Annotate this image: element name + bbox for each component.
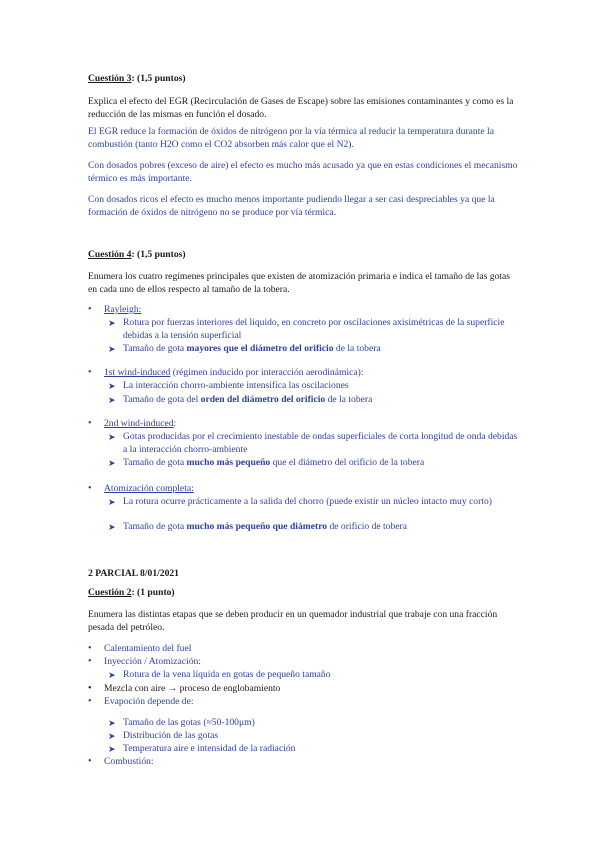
q3-question: Explica el efecto del EGR (Recirculación de Gases de Escape) sobre las emisiones contaminantes y como es la reducción de las mismas en función el dosado. <box>88 96 514 120</box>
bullet-dot: • <box>88 683 92 694</box>
q3-answer-1: El EGR reduce la formación de óxidos de nitrógeno por la vía térmica al reducir la temperatura durante la combustión (tanto H2O como el CO2 absorben más calor que el N2). <box>88 126 494 150</box>
q2-title: Cuestión 2: (1 punto) <box>88 587 175 598</box>
bullet-dot: • <box>88 643 92 654</box>
arrow-bullet-icon: ➤ <box>108 731 116 741</box>
arrow-bullet-icon: ➤ <box>108 381 116 391</box>
arrow-bullet-icon: ➤ <box>108 344 116 354</box>
arrow-bullet-icon: ➤ <box>108 718 116 728</box>
arrow-bullet-icon: ➤ <box>108 497 116 507</box>
q4-question: Enumera los cuatro regímenes principales que existen de atomización primaria e indica el tamaño de las gotas en cada uno de ellos respecto al tamaño de la tobera. <box>88 271 510 295</box>
bullet-dot: • <box>88 756 92 767</box>
q3-answer-3: Con dosados ricos el efecto es mucho menos importante pudiendo llegar a ser casi despreciables ya que la formación de óxidos de nitrógeno no se produce por vía térmica. <box>88 194 495 218</box>
bullet-dot: • <box>88 304 92 315</box>
q3-answer-2: Con dosados pobres (exceso de aire) el efecto es mucho más acusado ya que en estas condiciones el mecanismo térmico es más importante. <box>88 160 518 184</box>
section-heading: 2 PARCIAL 8/01/2021 <box>88 568 179 579</box>
document-page: Cuestión 3: (1,5 puntos) Explica el efecto del EGR (Recirculación de Gases de Escape) sobre las emisiones contaminantes y como es la reducción de las mismas en función el dosado. El EGR reduce la formación de óxidos de nitrógeno por la vía térmica al reducir la temperatura durante la combustión (tanto H2O como el CO2 absorben más calor que el N2). Con dosados pobres (exceso de aire) el efecto es mucho más acusado ya que en estas condiciones el mecanismo térmico es más importante. Con dosados ricos el efecto es mucho menos importante pudiendo llegar a ser casi despreciables ya que la formación de óxidos de nitrógeno no se produce por vía térmica. Cuestión 4: (1,5 puntos) Enumera los cuatro regímenes principales que existen de atomización primaria e indica el tamaño de las gotas en cada uno de ellos respecto al tamaño de la tobera. • Rayleigh: ➤ Rotura por fuerzas interiores del líquido, en concreto por oscilaciones axisimétricas de la superficie debidas a la tensión superficial ➤ Tamaño de gota mayores que el diámetro del orificio de la tobera • 1st wind-induced (régimen inducido por interacción aerodinámica): ➤ La interacción chorro-ambiente intensifica las oscilaciones ➤ Tamaño de gota del orden del diámetro del orificio de la tobera • 2nd wind-induced: ➤ Gotas producidas por el crecimiento inestable de ondas superficiales de corta longitud de onda debidas a la interacción chorro-ambiente ➤ Tamaño de gota mucho más pequeño que el diámetro del orificio de la tobera • Atomización completa: ➤ La rotura ocurre prácticamente a la salida del chorro (puede existir un núcleo intacto muy corto) ➤ Tamaño de gota mucho más pequeño que diámetro de orificio de tobera 2 PARCIAL 8/01/2021 Cuestión 2: (1 punto) Enumera las distintas etapas que se deben producir en un quemador industrial que trabaje con una fracción pesada del petróleo. • Calentamiento del fuel • Inyección / Atomización: ➤ Rotura de la vena líquida en gotas de pequeño tamaño • Mezcla con aire → proceso de englobamiento • Evapoción depende de: ➤ Tamaño de las gotas (≈50-100μm) ➤ Distribución de las gotas ➤ Temperatura aire e intensidad de la radiación • Combustión: <box>88 73 518 767</box>
q2-question: Enumera las distintas etapas que se deben producir en un quemador industrial que trabaje con una fracción pesada del petróleo. <box>88 609 498 633</box>
arrow-bullet-icon: ➤ <box>108 670 116 680</box>
arrow-bullet-icon: ➤ <box>108 522 116 532</box>
bullet-dot: • <box>88 696 92 707</box>
q3-title: Cuestión 3: (1,5 puntos) <box>88 73 186 84</box>
arrow-bullet-icon: ➤ <box>108 458 116 468</box>
bullet-dot: • <box>88 418 92 429</box>
q4-title: Cuestión 4: (1,5 puntos) <box>88 249 186 260</box>
arrow-bullet-icon: ➤ <box>108 744 116 754</box>
arrow-bullet-icon: ➤ <box>108 432 116 442</box>
bullet-dot: • <box>88 367 92 378</box>
bullet-dot: • <box>88 483 92 494</box>
bullet-dot: • <box>88 656 92 667</box>
arrow-bullet-icon: ➤ <box>108 395 116 405</box>
arrow-bullet-icon: ➤ <box>108 318 116 328</box>
